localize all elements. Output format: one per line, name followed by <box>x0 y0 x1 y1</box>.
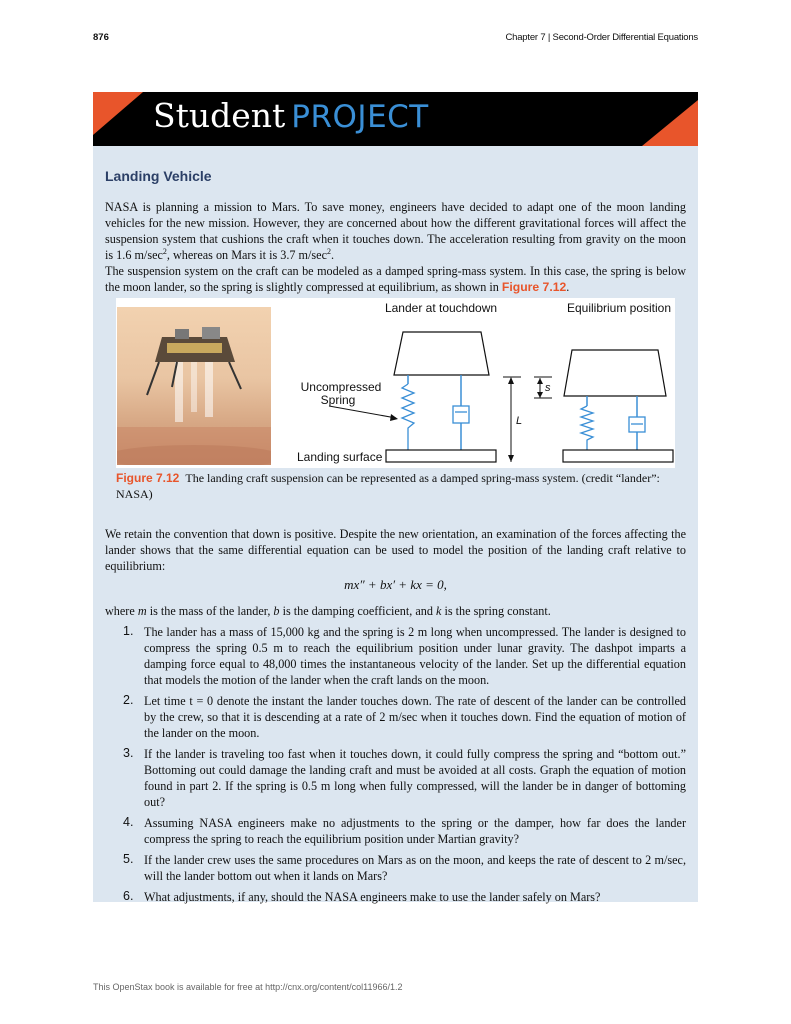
sup-2: 2 <box>327 246 331 256</box>
problem-text: If the lander is traveling too fast when it touches down, it could fully compress the spring and “bottom out.” Bottoming out could damage the landing craft and must be avoided at all costs. Graph the equation of motion found in part 2. If the spring is 0.5 m long when fully compressed, will the lander be in danger of bottoming out? <box>144 747 686 809</box>
var-mid1: is the mass of the lander, <box>149 604 271 618</box>
problem-number: 5. <box>123 852 134 866</box>
problem-list <box>105 624 686 910</box>
footer-note: This OpenStax book is available for free at http://cnx.org/content/col11966/1.2 <box>93 982 403 992</box>
problem-text: Assuming NASA engineers make no adjustments to the spring or the damper, how far does the lander compress the spring to reach the equilibrium position under Martian gravity? <box>144 816 686 846</box>
spring-mass-diagram <box>116 298 675 468</box>
spring-touchdown <box>402 384 414 458</box>
label-spring: Spring <box>320 393 356 407</box>
intro-paragraph: NASA is planning a mission to Mars. To save money, engineers have decided to adapt one of the moon landing vehicles for the new mission. However, they are concerned about how the different gravitational forces will affect the suspension system that cushions the craft when it touches down. The acceleration resulting from gravity on the moon is 1.6 $m/\sec^2$, whereas on Mars it is 3.7 $m/\sec^2$. <box>105 200 686 262</box>
problem-number: 4. <box>123 815 134 829</box>
var-mid2: is the damping coefficient, and <box>282 604 433 618</box>
problem-text: Let time t = 0 denote the instant the lander touches down. The rate of descent of the lander can be controlled by the crew, so that it is descending at a rate of 2 m/sec when it touches down. Find the equation of motion of the lander on the moon. <box>144 694 686 740</box>
problem-item <box>105 746 686 810</box>
differential-equation: mx″ + bx′ + kx = 0, <box>344 577 447 592</box>
lander-body-equilibrium <box>564 350 666 396</box>
problem-number: 1. <box>123 624 134 638</box>
figure-caption <box>116 470 676 502</box>
project-panel <box>93 146 698 902</box>
suspension-paragraph: The suspension system on the craft can be modeled as a damped spring-mass system. In this case, the spring is below the moon lander, so the spring is slightly compressed at equilibrium, as shown in Figure 7.12. <box>105 264 686 294</box>
student-project-banner <box>93 92 698 146</box>
problem-number: 6. <box>123 889 134 903</box>
suspension-text: The suspension system on the craft can be modeled as a damped spring-mass system. In this case, the spring is below the moon lander, so the spring is slightly compressed at equilibrium, as shown in <box>105 264 686 294</box>
label-L: L <box>516 415 523 427</box>
label-uncompressed: Uncompressed <box>300 380 382 394</box>
variables-paragraph <box>105 603 686 619</box>
intro-text-a: NASA is planning a mission to Mars. To save money, engineers have decided to adapt one of the moon landing vehicles for the new mission. However, they are concerned about how the different gravitational forces will affect the suspension system that cushions the craft when it touches down. The acceleration resulting from gravity on the moon is 1.6 m/sec <box>105 200 686 262</box>
problem-text: What adjustments, if any, should the NASA engineers make to use the lander safely on Mars? <box>144 890 601 904</box>
dashpot-touchdown <box>453 406 469 423</box>
problem-text: The lander has a mass of 15,000 kg and the spring is 2 m long when uncompressed. The lander is designed to compress the spring 0.5 m to reach the equilibrium position under lunar gravity. The dashpot imparts a damping force equal to 48,000 times the instantaneous velocity of the lander. Set up the differential equation that models the motion of the lander when the craft lands on the moon. <box>144 625 686 687</box>
problem-item <box>105 693 686 741</box>
banner-word-project: PROJECT <box>291 99 429 135</box>
problem-item <box>105 624 686 688</box>
sup-1: 2 <box>162 246 167 256</box>
problem-text: If the lander crew uses the same procedures on Mars as on the moon, and keeps the rate of descent to 2 m/sec, will the lander bottom out when it lands on Mars? <box>144 853 686 883</box>
label-touchdown: Lander at touchdown <box>384 301 498 315</box>
banner-right-triangle <box>642 100 698 146</box>
caption-text: The landing craft suspension can be represented as a damped spring-mass system. (credit “lander”: NASA) <box>116 471 660 501</box>
var-end: is the spring constant. <box>444 604 551 618</box>
var-k: k <box>436 604 442 618</box>
label-landing-surface: Landing surface <box>297 450 383 464</box>
banner-title <box>153 96 429 135</box>
landing-surface-right <box>563 450 673 462</box>
problem-item <box>105 852 686 884</box>
section-title: Landing Vehicle <box>105 168 212 184</box>
problem-item <box>105 889 686 905</box>
var-b: b <box>273 604 280 618</box>
label-equilibrium: Equilibrium position <box>566 301 672 315</box>
spring-equilibrium <box>581 406 593 450</box>
banner-word-student: Student <box>153 96 286 135</box>
label-s: s <box>545 382 551 394</box>
problem-number: 2. <box>123 693 134 707</box>
caption-label: Figure 7.12 <box>116 471 180 485</box>
var-m: m <box>137 604 147 618</box>
var-pre: where <box>105 604 135 618</box>
intro-text-b: , whereas on Mars it is 3.7 m/sec <box>166 248 327 262</box>
chapter-header: Chapter 7 | Second-Order Differential Equations <box>505 32 698 43</box>
lander-body-touchdown <box>394 332 489 375</box>
figure-7-12 <box>116 298 675 468</box>
problem-item <box>105 815 686 847</box>
problem-number: 3. <box>123 746 134 760</box>
page-number: 876 <box>93 32 109 43</box>
landing-surface-left <box>386 450 496 462</box>
figure-link[interactable]: Figure 7.12 <box>501 280 567 294</box>
convention-paragraph: We retain the convention that down is positive. Despite the new orientation, an examination of the forces affecting the lander shows that the same differential equation can be used to model the position of the landing craft relative to equilibrium: <box>105 527 686 573</box>
banner-left-triangle <box>93 92 143 135</box>
